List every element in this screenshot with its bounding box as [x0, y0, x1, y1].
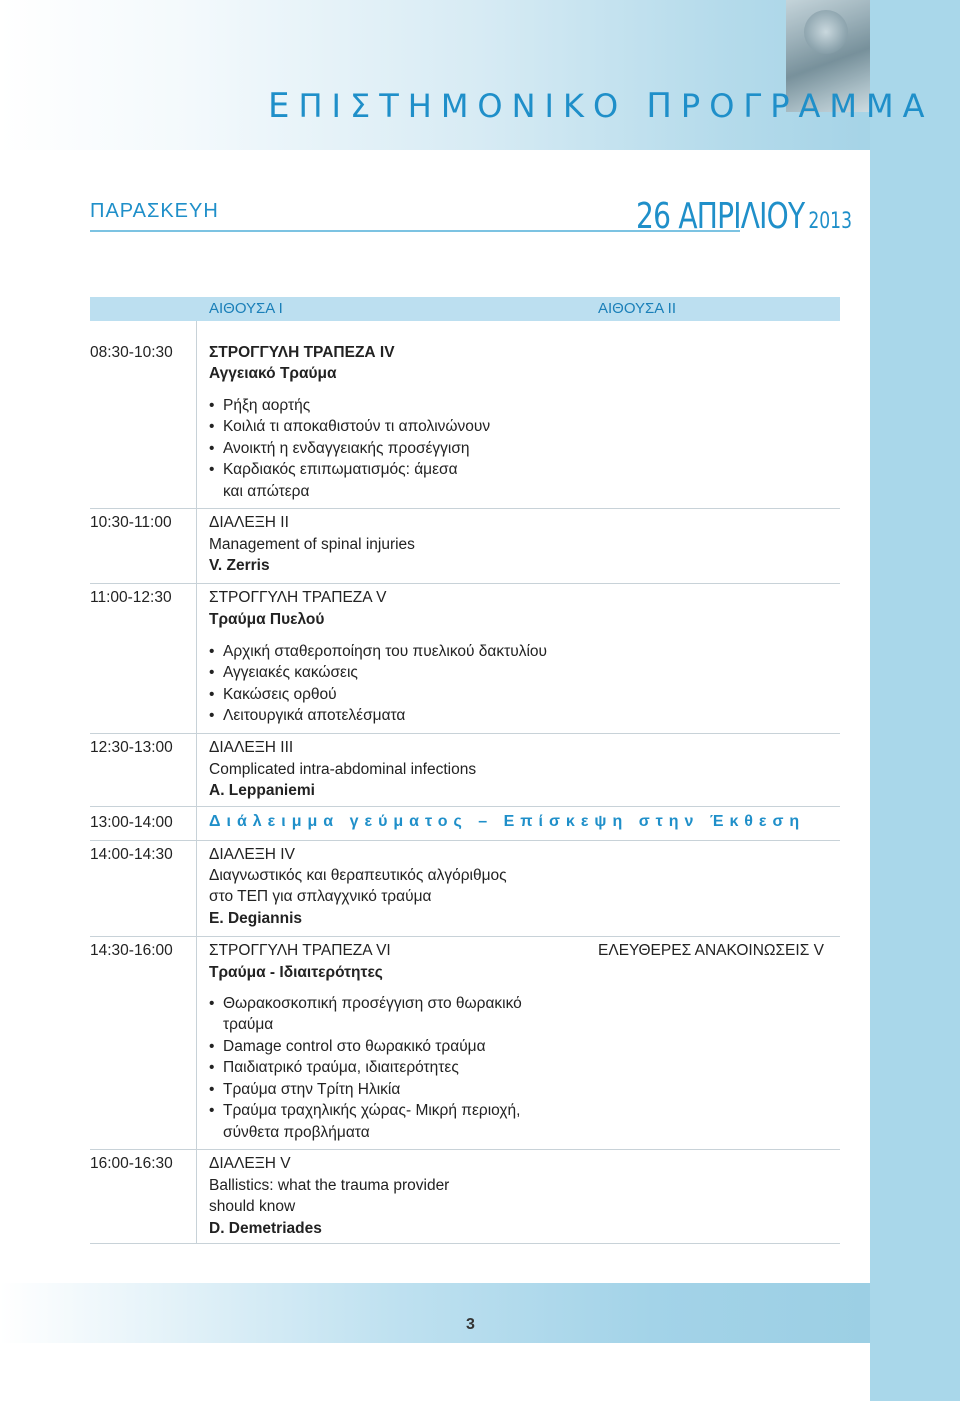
lecture-topic: Management of spinal injuries	[209, 536, 415, 553]
speaker: V. Zerris	[209, 557, 270, 574]
side-band	[870, 0, 960, 1401]
day-name: ΠΑΡΑΣΚΕΥΗ	[90, 200, 219, 222]
list-item: • Τραύμα στην Τρίτη Ηλικία	[209, 1081, 401, 1098]
session-time: 10:30-11:00	[90, 514, 172, 531]
row-divider	[90, 840, 840, 841]
session-title: ΣΤΡΟΓΓΥΛΗ ΤΡΑΠΕΖΑ IV	[209, 344, 395, 361]
list-item: • Θωρακοσκοπική προσέγγιση στο θωρακικό	[209, 995, 522, 1012]
session-subtitle: Αγγειακό Τραύμα	[209, 365, 337, 382]
session-time: 14:00-14:30	[90, 846, 173, 863]
session-time: 12:30-13:00	[90, 739, 173, 756]
list-item-continuation: σύνθετα προβλήματα	[223, 1124, 370, 1141]
time-column-divider	[196, 321, 197, 1243]
lecture-topic: should know	[209, 1198, 296, 1215]
session-subtitle: Τραύμα Πυελού	[209, 611, 325, 628]
lecture-topic: Διαγνωστικός και θεραπευτικός αλγόριθμος	[209, 867, 507, 884]
list-item: • Καρδιακός επιπωματισμός: άμεσα	[209, 461, 458, 478]
document-title: ΕΠΙΣΤΗΜΟΝΙΚΟ ΠΡΟΓΡΑΜΜΑ	[268, 86, 934, 126]
row-divider	[90, 1243, 840, 1244]
list-item-continuation: τραύμα	[223, 1016, 274, 1033]
session-time: 11:00-12:30	[90, 589, 172, 606]
session-time: 13:00-14:00	[90, 814, 173, 831]
row-divider	[90, 806, 840, 807]
speaker: E. Degiannis	[209, 910, 303, 927]
session-title: ΣΤΡΟΓΓΥΛΗ ΤΡΑΠΕΖΑ V	[209, 589, 387, 606]
row-divider	[90, 733, 840, 734]
footer-band	[0, 1283, 870, 1343]
list-item: • Αρχική σταθεροποίηση του πυελικού δακτυλίου	[209, 643, 548, 660]
session-title: ΔΙΑΛΕΞΗ V	[209, 1155, 291, 1172]
list-item: • Τραύμα τραχηλικής χώρας- Μικρή περιοχή,	[209, 1102, 521, 1119]
session-title: ΔΙΑΛΕΞΗ ΙΙΙ	[209, 739, 294, 756]
list-item: • Κακώσεις ορθού	[209, 686, 337, 703]
list-item: • Παιδιατρικό τραύμα, ιδιαιτερότητες	[209, 1059, 459, 1076]
room-1-label: ΑΙΘΟΥΣΑ Ι	[209, 300, 283, 317]
session-title: ΔΙΑΛΕΞΗ ΙΙ	[209, 514, 289, 531]
speaker: D. Demetriades	[209, 1220, 322, 1237]
session-time: 08:30-10:30	[90, 344, 173, 361]
lecture-topic: Ballistics: what the trauma provider	[209, 1177, 450, 1194]
room-2-label: ΑΙΘΟΥΣΑ ΙΙ	[598, 300, 676, 317]
session-title: ΣΤΡΟΓΓΥΛΗ ΤΡΑΠΕΖΑ VI	[209, 942, 391, 959]
list-item: • Ρήξη αορτής	[209, 397, 311, 414]
row-divider	[90, 508, 840, 509]
list-item: • Αγγειακές κακώσεις	[209, 664, 358, 681]
row-divider	[90, 1149, 840, 1150]
lecture-topic: στο ΤΕΠ για σπλαγχνικό τραύμα	[209, 888, 432, 905]
lecture-topic: Complicated intra-abdominal infections	[209, 761, 477, 778]
lunch-break-label: Διάλειμμα γεύματος – Επίσκεψη στην Έκθεση	[209, 813, 806, 830]
session-subtitle: Τραύμα - Ιδιαιτερότητες	[209, 964, 383, 981]
session-title: ΔΙΑΛΕΞΗ IV	[209, 846, 295, 863]
room-header-bar	[90, 297, 840, 321]
row-divider	[90, 583, 840, 584]
session-time: 16:00-16:30	[90, 1155, 173, 1172]
list-item: • Damage control στο θωρακικό τραύμα	[209, 1038, 486, 1055]
list-item: • Ανοικτή η ενδαγγειακής προσέγγιση	[209, 440, 470, 457]
list-item-continuation: και απώτερα	[223, 483, 310, 500]
speaker: A. Leppaniemi	[209, 782, 315, 799]
session-time: 14:30-16:00	[90, 942, 173, 959]
list-item: • Κοιλιά τι αποκαθιστούν τι απολινώνουν	[209, 418, 491, 435]
page-number: 3	[466, 1316, 475, 1333]
row-divider	[90, 936, 840, 937]
list-item: • Λειτουργικά αποτελέσματα	[209, 707, 406, 724]
room-2-session-title: ΕΛΕΥΘΕΡΕΣ ΑΝΑΚΟΙΝΩΣΕΙΣ V	[598, 942, 824, 959]
date: 26 ΑΠΡΙΛΙΟΥ 2013	[636, 196, 853, 237]
